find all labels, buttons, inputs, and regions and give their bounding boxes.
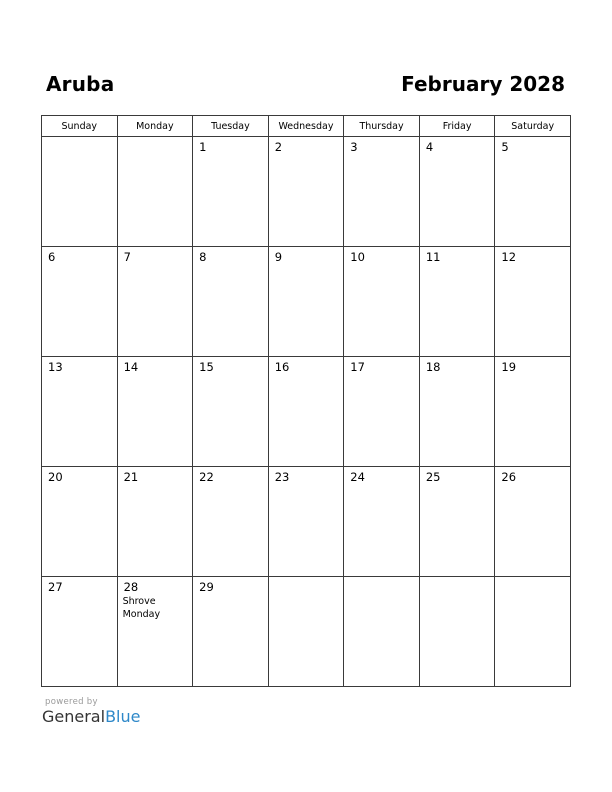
day-number: 1: [199, 140, 207, 154]
day-number: 16: [274, 360, 290, 374]
day-cell: [344, 137, 420, 247]
day-number: 14: [123, 360, 139, 374]
weekday-sunday: Sunday: [42, 116, 118, 137]
week-row: [42, 467, 571, 577]
day-cell: [344, 577, 420, 687]
day-number: 10: [350, 250, 365, 264]
day-number: 9: [274, 250, 283, 264]
weekday-friday: Friday: [419, 116, 495, 137]
holiday-label: Shrove Monday: [122, 596, 161, 620]
day-cell: [117, 467, 193, 577]
day-number: 20: [48, 470, 63, 484]
brand-general-text: General: [42, 707, 106, 726]
week-row: [42, 137, 571, 247]
day-number: 12: [501, 250, 517, 264]
day-cell: [268, 137, 344, 247]
weekday-wednesday: Wednesday: [268, 116, 344, 137]
day-cell: [117, 577, 193, 687]
calendar-grid: [41, 115, 571, 687]
weekday-tuesday: Tuesday: [193, 116, 269, 137]
day-cell: [419, 467, 495, 577]
weekday-header-row: [42, 116, 571, 137]
day-number: 4: [425, 140, 434, 154]
day-cell: [117, 137, 193, 247]
day-cell: [344, 357, 420, 467]
brand-blue-text: Blue: [105, 707, 141, 726]
day-number: 25: [425, 470, 441, 484]
day-number: 3: [350, 140, 358, 154]
day-cell: [495, 577, 571, 687]
day-number: 5: [501, 140, 509, 154]
day-number: [269, 577, 344, 580]
weekday-thursday: Thursday: [344, 116, 420, 137]
day-number: 15: [199, 360, 214, 374]
day-cell: [193, 467, 269, 577]
day-cell: [344, 247, 420, 357]
day-cell: [268, 467, 344, 577]
day-number: [495, 577, 570, 580]
day-number: 24: [350, 470, 365, 484]
day-cell: [268, 577, 344, 687]
day-cell: [268, 357, 344, 467]
week-row: [42, 247, 571, 357]
day-cell: [42, 137, 118, 247]
day-cell: [419, 577, 495, 687]
day-number: 28: [123, 580, 139, 594]
day-cell: [495, 467, 571, 577]
day-number: 17: [350, 360, 365, 374]
day-number: 19: [501, 360, 517, 374]
day-number: 22: [199, 470, 214, 484]
day-cell: [42, 577, 118, 687]
week-row: [42, 357, 571, 467]
day-number: 7: [123, 250, 131, 264]
day-cell: [419, 247, 495, 357]
day-number: 23: [274, 470, 290, 484]
day-cell: [344, 467, 420, 577]
day-cell: [42, 357, 118, 467]
weekday-monday: Monday: [117, 116, 193, 137]
day-number: 6: [48, 250, 56, 264]
day-cell: [193, 577, 269, 687]
day-number: 18: [425, 360, 441, 374]
week-row: [42, 577, 571, 687]
month-year-title: February 2028: [401, 72, 565, 96]
day-number: [344, 577, 419, 580]
day-cell: [117, 247, 193, 357]
day-number: 13: [48, 360, 63, 374]
day-number: 27: [48, 580, 63, 594]
day-cell: [42, 467, 118, 577]
day-number: 8: [199, 250, 207, 264]
day-cell: [268, 247, 344, 357]
day-cell: [193, 247, 269, 357]
day-number: 2: [274, 140, 283, 154]
day-number: [42, 137, 117, 140]
day-cell: [495, 247, 571, 357]
day-cell: [42, 247, 118, 357]
day-number: 11: [425, 250, 441, 264]
day-number: 21: [123, 470, 139, 484]
day-cell: [193, 137, 269, 247]
weekday-saturday: Saturday: [495, 116, 571, 137]
country-title: Aruba: [46, 72, 115, 96]
powered-by-text: powered by: [45, 697, 98, 707]
day-cell: [495, 137, 571, 247]
day-number: [420, 577, 495, 580]
day-cell: [419, 137, 495, 247]
day-cell: [193, 357, 269, 467]
day-cell: [117, 357, 193, 467]
day-number: 26: [501, 470, 517, 484]
day-cell: [495, 357, 571, 467]
day-number: 29: [199, 580, 214, 594]
generalblue-logo[interactable]: [42, 707, 140, 727]
day-number: [118, 137, 193, 140]
day-cell: [419, 357, 495, 467]
